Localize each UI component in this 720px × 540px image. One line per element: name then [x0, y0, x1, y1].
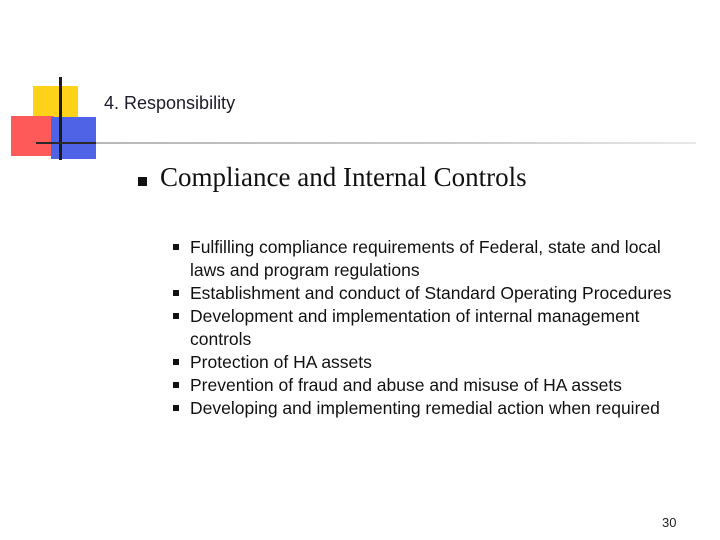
- list-item: [170, 397, 690, 420]
- list-item-text: Development and implementation of internal management controls: [190, 306, 640, 349]
- list-item-text: Prevention of fraud and abuse and misuse of HA assets: [190, 375, 622, 395]
- list-item: [170, 374, 690, 397]
- bullet-icon: [173, 313, 179, 319]
- title-underline: [96, 142, 696, 144]
- bullet-icon: [173, 290, 179, 296]
- section-heading: Compliance and Internal Controls: [160, 162, 527, 192]
- decor-red-square: [11, 116, 54, 156]
- list-item-text: Establishment and conduct of Standard Operating Procedures: [190, 283, 672, 303]
- list-item: [170, 305, 690, 351]
- list-item: [170, 236, 690, 282]
- bullet-icon: [173, 382, 179, 388]
- decor-horizontal-line: [36, 142, 98, 144]
- bullet-icon: [173, 405, 179, 411]
- list-item-text: Developing and implementing remedial action when required: [190, 398, 660, 418]
- main-bullet-icon: [138, 177, 147, 186]
- list-item-text: Fulfilling compliance requirements of Federal, state and local laws and program regulations: [190, 237, 661, 280]
- bullet-icon: [173, 359, 179, 365]
- list-item: [170, 282, 690, 305]
- page-number: 30: [662, 515, 677, 530]
- decor-vertical-line: [59, 77, 62, 160]
- decor-blue-square: [51, 117, 96, 159]
- bullet-icon: [173, 244, 179, 250]
- list-item: [170, 351, 690, 374]
- list-item-text: Protection of HA assets: [190, 352, 372, 372]
- slide-title: 4. Responsibility: [104, 93, 236, 113]
- bullet-list: [170, 236, 690, 420]
